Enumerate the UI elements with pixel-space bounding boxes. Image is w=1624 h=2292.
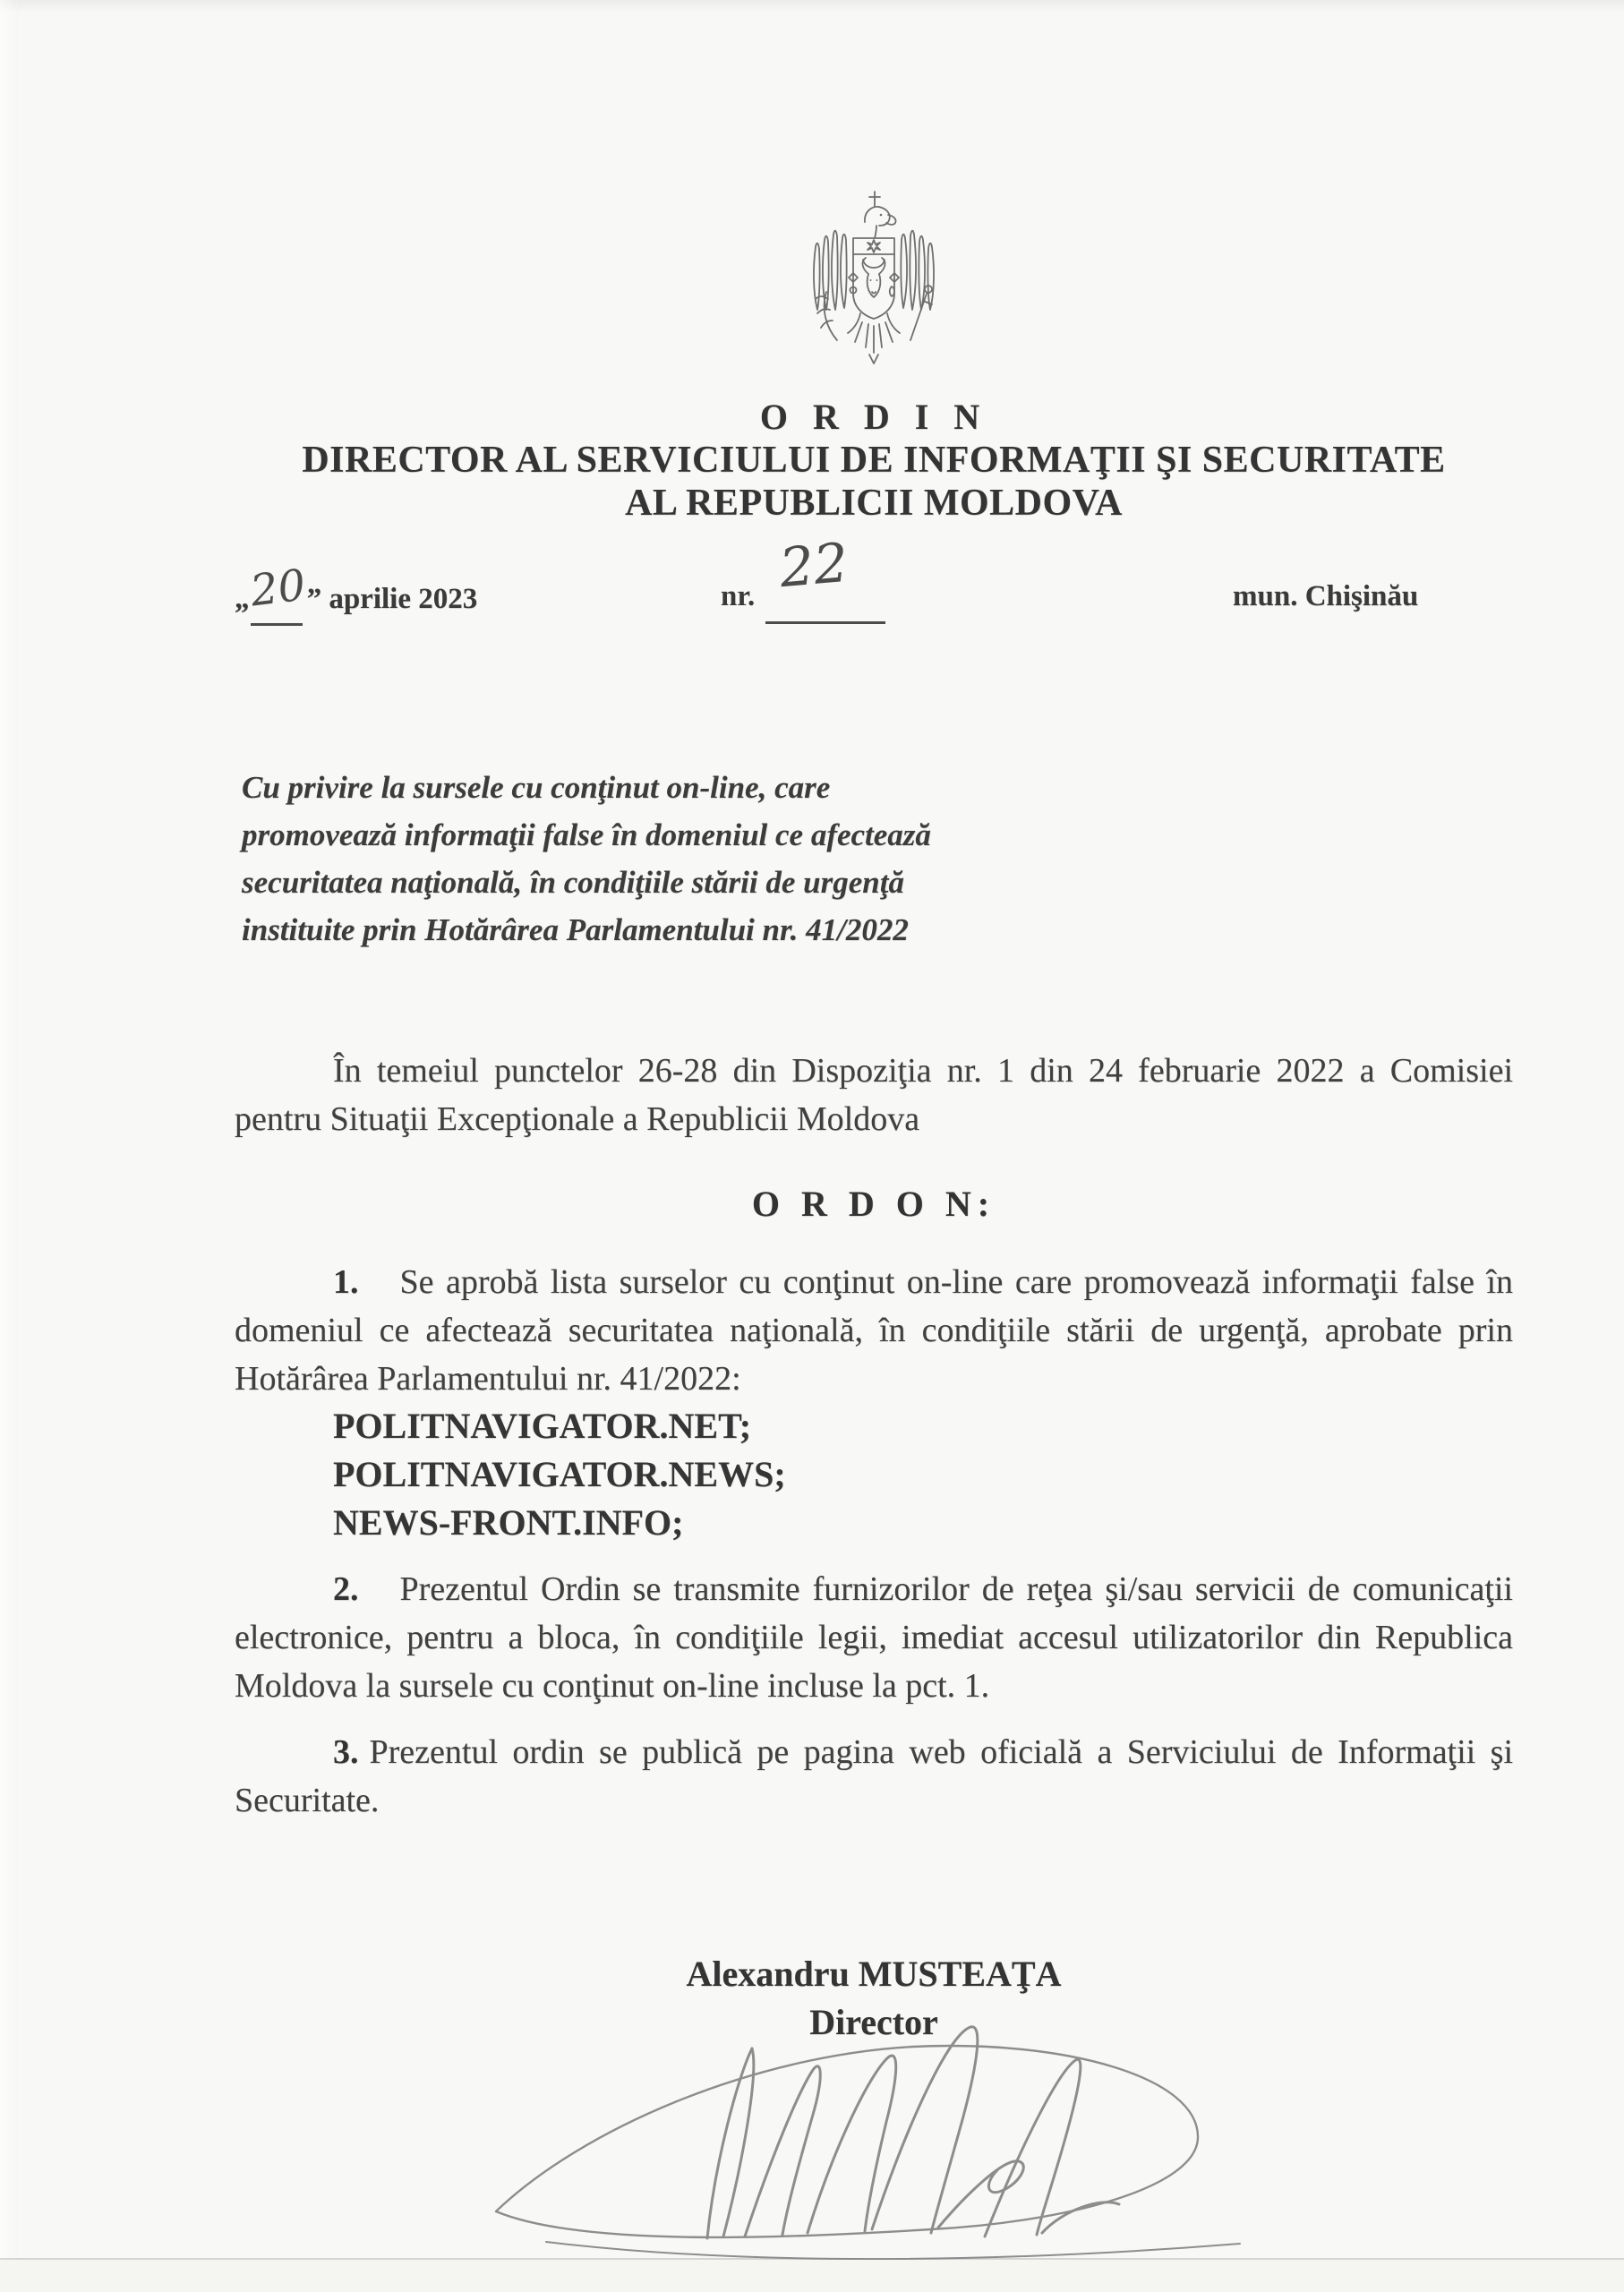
order-date (235, 560, 478, 617)
ordon-heading: O R D O N: (751, 1184, 996, 1224)
signatory-role: Director (809, 2002, 938, 2042)
number-underline (765, 621, 885, 624)
order-issuer-line2: AL REPUBLICII MOLDOVA (625, 483, 1123, 524)
point-1 (235, 1258, 1513, 1403)
scan-edge-left (0, 0, 17, 2292)
open-quote: „ (235, 583, 250, 615)
scan-edge-bottom (0, 2260, 1624, 2292)
preamble-paragraph: În temeiul punctelor 26-28 din Dispoziţia nr. 1 din 24 februarie 2022 a Comisiei pentru Situaţii Excepţionale a Republicii Moldova (235, 1052, 1513, 1138)
point-3-text: Prezentul ordin se publică pe pagina web oficială a Serviciului de Informaţii şi Securitate. (235, 1733, 1513, 1819)
order-issuer-line1: DIRECTOR AL SERVICIULUI DE INFORMAŢII ŞI SECURITATE (302, 440, 1446, 481)
site-item: NEWS-FRONT.INFO; (333, 1502, 684, 1543)
point-1-number: 1. (333, 1263, 359, 1301)
point-2-text: Prezentul Ordin se transmite furnizorilor de reţea şi/sau servicii de comunicaţii electronice, pentru a bloca, în condiţiile legii, imediat accesul utilizatorilor din Republica Moldova la sursele cu conţinut on-line incluse la pct. 1. (235, 1570, 1513, 1705)
place-label: mun. Chişinău (1233, 580, 1419, 612)
point-1-text: Se aprobă lista surselor cu conţinut on-line care promovează informaţii false în domeniul ce afectează securitatea naţională, în condiţiile stării de urgenţă, aprobate prin Hotărârea Parlamentului nr. 41/2022: (235, 1263, 1513, 1398)
order-number (721, 531, 851, 613)
date-underline (251, 623, 303, 626)
moldova-coat-of-arms-icon (807, 188, 941, 365)
date-line (0, 531, 1624, 648)
handwritten-day: 20 (247, 560, 308, 617)
site-item: POLITNAVIGATOR.NEWS; (333, 1454, 786, 1494)
number-label: nr. (721, 580, 756, 612)
site-item: POLITNAVIGATOR.NET; (333, 1406, 752, 1446)
signatory-name: Alexandru MUSTEAŢA (686, 1954, 1062, 1994)
point-2-number: 2. (333, 1570, 359, 1608)
subject-line: instituite prin Hotărârea Parlamentului nr. 41/2022 (242, 912, 909, 947)
subject-line: Cu privire la sursele cu conţinut on-line, care (242, 770, 831, 805)
point-3 (235, 1728, 1513, 1825)
point-3-number: 3. (333, 1733, 359, 1771)
handwritten-number: 22 (777, 531, 851, 601)
point-2 (235, 1565, 1513, 1710)
order-title-block (235, 396, 1513, 525)
subject-line: securitatea naţională, în condiţiile stării de urgenţă (242, 865, 904, 900)
close-quote: ” (306, 583, 322, 615)
date-month-year: aprilie 2023 (329, 583, 478, 615)
subject-block (242, 764, 1012, 954)
scan-edge-top (0, 0, 1624, 13)
handwritten-signature-icon (483, 2020, 1253, 2279)
subject-line: promovează informaţii false în domeniul ce afectează (242, 817, 931, 852)
order-title: O R D I N (759, 397, 988, 437)
site-list (333, 1402, 786, 1547)
